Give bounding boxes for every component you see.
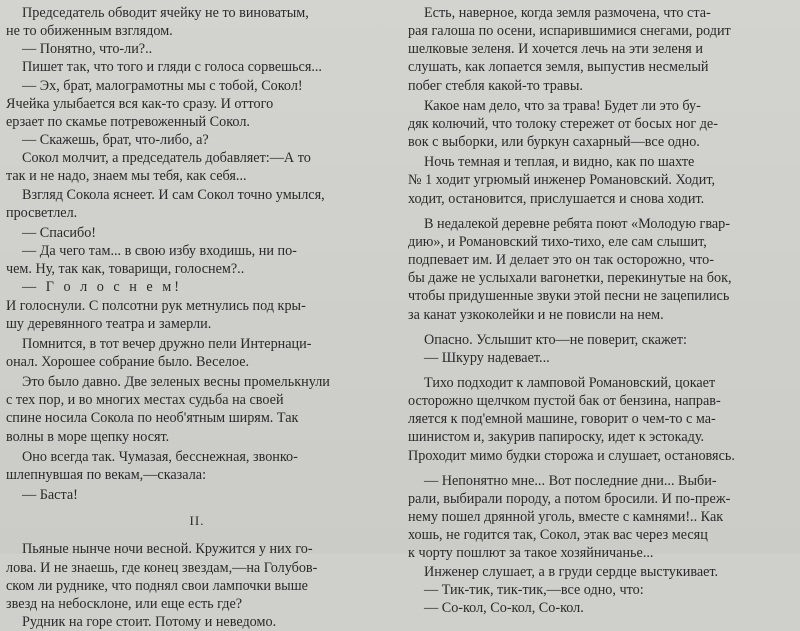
paragraph: — Спасибо! — [22, 224, 97, 241]
paragraph: Инженер слушает, а в груди сердце выстукивает. — [424, 563, 719, 580]
paragraph: — Со-кол, Со-кол, Со-кол. — [424, 599, 584, 616]
paragraph: Пишет так, что того и гляди с голоса сорвешься... — [22, 59, 322, 76]
paragraph: — Да чего там... в свою избу входишь, ни по- чем. Ну, так как, товарищи, голоснем?.. — [6, 243, 297, 278]
paragraph: Сокол молчит, а председатель добавляет:—А то так и не надо, знаем мы тебя, как себя... — [6, 150, 311, 185]
paragraph: Опасно. Услышит кто—не поверит, скажет: — [424, 331, 687, 348]
paragraph: Это было давно. Две зеленых весны промелькнули с тех пор, и во многих местах судьба на своей спине носила Сокола по необ'ятным ширям. Так волны в море щепку носят. — [6, 374, 330, 445]
paragraph: Есть, наверное, когда земля размочена, что ста- рая галоша по осени, испарившимися снегами, родит шелковые зеленя. И хочется лечь на эти зеленя и слушать, как лопается земля, выпустив несмелый побег стебля какой-то травы. — [408, 5, 731, 94]
paragraph: Помнится, в тот вечер дружно пели Интернаци- онал. Хорошее собрание было. Веселое. — [6, 335, 312, 370]
paragraph: — Тик-тик, тик-тик,—все одно, что: — [424, 581, 644, 598]
section-heading: II. — [189, 513, 205, 529]
paragraph: — Понятно, что-ли?.. — [22, 41, 153, 58]
paragraph: — Баста! — [22, 487, 78, 504]
paragraph: Ночь темная и теплая, и видно, как по шахте № 1 ходит угрюмый инженер Романовский. Ходит, ходит, остановится, прислушается и снова ходит. — [408, 154, 716, 207]
paragraph: Взгляд Сокола яснеет. И сам Сокол точно умылся, просветлел. — [6, 186, 325, 221]
left-column — [6, 4, 388, 631]
paragraph: — Непонятно мне... Вот последние дни... Выби- рали, выбирали породу, а потом бросили. И по-преж- нему пошел дрянной уголь, вместе с камнями!.. Как хошь, не годится так, Сокол, этак вас через месяц к чорту пошлют за такое хозяйничанье... — [408, 472, 731, 562]
paragraph: — Эх, брат, малограмотны мы с тобой, Сокол! Ячейка улыбается вся как-то сразу. И оттого ерзает по скамье потревоженный Сокол. — [6, 77, 303, 130]
paragraph: — Скажешь, брат, что-либо, а? — [22, 132, 209, 149]
paragraph: Тихо подходит к ламповой Романовский, цокает осторожно щелчком пустой бак от бензина, направ- ляется к под'емной машине, говорит о чем-то с ма- шинистом и, закурив папироску, идет к эстокаду. Проходит мимо будки сторожа и слушает, остановясь. — [408, 374, 735, 464]
paragraph: — Шкуру надевает... — [424, 349, 550, 366]
paragraph: Какое нам дело, что за трава! Будет ли это бу- дяк колючий, что толоку стережет от босых ног де- вок с выборки, или буркун сахарный—все одно. — [408, 97, 718, 151]
right-column — [408, 4, 793, 617]
paragraph: Пьяные нынче ночи весной. Кружится у них го- лова. И не знаешь, где конец звездам,—на Голубов- ском ли руднике, что поднял свои лампочки выше звезд на небосклоне, или еще есть где? — [6, 541, 318, 612]
paragraph: И голоснули. С полсотни рук метнулись под кры- шу деревянного театра и замерли. — [6, 297, 306, 332]
paragraph: — Г о л о с н е м! — [22, 279, 182, 296]
paragraph: В недалекой деревне ребята поют «Молодую гвар- дию», и Романовский тихо-тихо, еле сам слышит, подпевает им. И делает это он так осторожно, что- бы даже не услыхали вагонетки, перекинутые на бок, чтобы придушенные звуки этой песни не зацепились за канат узкоколейки и не повисли на нем. — [408, 215, 732, 323]
paragraph: Председатель обводит ячейку не то виноватым, не то обиженным взглядом. — [6, 5, 309, 40]
paragraph: Оно всегда так. Чумазая, бесснежная, звонко- шлепнувшая по векам,—сказала: — [6, 448, 298, 483]
paragraph: Рудник на горе стоит. Потому и неведомо. — [22, 614, 277, 630]
